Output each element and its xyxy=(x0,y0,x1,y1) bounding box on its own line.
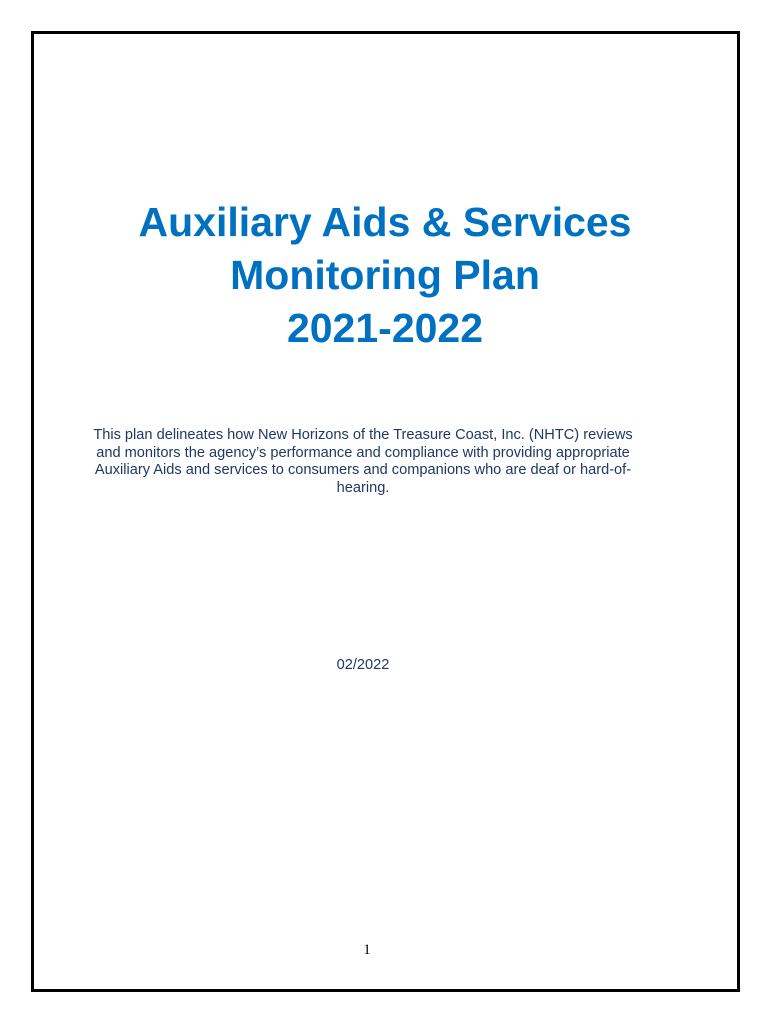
document-title xyxy=(0,196,770,355)
description-line-2: and monitors the agency’s performance and compliance with providing appropriate xyxy=(96,444,630,461)
title-line-1: Auxiliary Aids & Services xyxy=(138,199,632,245)
description-line-3: Auxiliary Aids and services to consumers and companions who are deaf or hard-of- xyxy=(94,462,632,478)
page-number: 1 xyxy=(363,942,371,958)
title-line-3: 2021-2022 xyxy=(286,305,484,351)
document-date: 02/2022 xyxy=(336,657,390,673)
description-line-4: hearing. xyxy=(336,479,390,496)
description-line-1: This plan delineates how New Horizons of the Treasure Coast, Inc. (NHTC) reviews xyxy=(93,427,633,443)
page-border xyxy=(31,31,740,992)
plan-description xyxy=(78,427,648,497)
title-line-2: Monitoring Plan xyxy=(230,252,540,298)
